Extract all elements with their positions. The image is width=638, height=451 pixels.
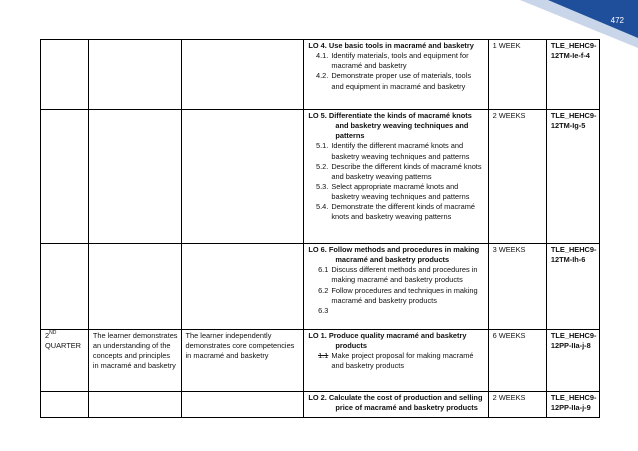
- sub-item-number: 6.2: [318, 285, 329, 295]
- lo-sub-item: [308, 286, 484, 306]
- lo-sub-item: [308, 202, 484, 222]
- curriculum-table: [40, 39, 600, 418]
- lo-sub-item: [308, 71, 484, 91]
- quarter-cell: [41, 392, 89, 418]
- lo-title-main: LO 6. Follow methods and procedures in making: [308, 245, 480, 254]
- lo-title-main: LO 1. Produce quality macramé and basketry: [308, 331, 467, 340]
- sub-item-number: 5.1.: [316, 141, 329, 151]
- quarter-cell: [41, 110, 89, 244]
- sub-item-number: 6.3: [318, 305, 329, 315]
- lo-title-main: LO 5. Differentiate the kinds of macramé knots: [308, 111, 472, 120]
- banner-dark-stripe: [548, 0, 638, 38]
- lo-sub-item: [308, 265, 484, 285]
- lo-sub-item: [308, 141, 484, 161]
- quarter-cell: [41, 330, 89, 392]
- learning-outcome-cell: [304, 244, 488, 330]
- sub-item-text: Identify the different macramé knots and basketry weaving techniques and patterns: [331, 141, 470, 161]
- lo-sub-item: [308, 182, 484, 202]
- table-row: [41, 40, 600, 110]
- lo-sub-item: [308, 162, 484, 182]
- content-standard-cell: [88, 244, 181, 330]
- table-row: [41, 244, 600, 330]
- performance-standard-cell: [181, 110, 304, 244]
- quarter-cell: [41, 40, 89, 110]
- sub-item-number: 4.1.: [316, 51, 329, 61]
- sub-item-text: Select appropriate macramé knots and basketry weaving techniques and patterns: [331, 181, 470, 202]
- lo-title: LO 4. Use basic tools in macramé and basketry: [308, 41, 474, 50]
- content-standard-cell: [88, 110, 181, 244]
- performance-standard-cell: [181, 392, 304, 418]
- table-row: [41, 110, 600, 244]
- sub-item-text: Identify materials, tools and equipment for macramé and basketry: [331, 51, 469, 71]
- sub-item-number: 6.1: [318, 265, 329, 275]
- quarter-number: 2: [45, 331, 50, 340]
- lo-title-rest: price of macramé and basketry products: [335, 403, 478, 413]
- sub-item-text: Demonstrate the different kinds of macramé knots and basketry weaving patterns: [331, 202, 475, 222]
- lo-title: [308, 111, 484, 141]
- sub-item-text: Discuss different methods and procedures in making macramé and basketry products: [331, 265, 478, 285]
- lo-title-rest: macramé and basketry products: [335, 255, 450, 265]
- learning-outcome-cell: [304, 330, 488, 392]
- content-standard-cell: [88, 392, 181, 418]
- learning-outcome-cell: [304, 392, 488, 418]
- lo-sub-item: [308, 51, 484, 71]
- lo-title: [308, 245, 484, 265]
- content-standard-cell: The learner demonstrates an understanding of the concepts and principles in macramé and basketry: [88, 330, 181, 392]
- sub-item-text: Make project proposal for making macramé and basketry products: [331, 351, 474, 371]
- sub-item-number: 5.2.: [316, 161, 329, 171]
- lo-title: [308, 393, 484, 413]
- code-cell: TLE_HEHC9-12TM-Ih-6: [546, 244, 599, 330]
- lo-title-rest: and basketry weaving techniques and patterns: [335, 121, 469, 141]
- table-row: [41, 392, 600, 418]
- table-row: [41, 330, 600, 392]
- duration-cell: 2 WEEKS: [488, 110, 546, 244]
- sub-item-text: [331, 306, 484, 316]
- sub-item-text: Follow procedures and techniques in making macramé and basketry products: [331, 285, 478, 305]
- quarter-cell: [41, 244, 89, 330]
- learning-outcome-cell: [304, 110, 488, 244]
- learning-outcome-cell: [304, 40, 488, 110]
- page-number: 472: [610, 16, 624, 25]
- quarter-label: QUARTER: [45, 341, 82, 351]
- duration-cell: 6 WEEKS: [488, 330, 546, 392]
- duration-cell: 3 WEEKS: [488, 244, 546, 330]
- sub-item-number: 5.4.: [316, 202, 329, 212]
- sub-item-text: Describe the different kinds of macramé knots and basketry weaving patterns: [331, 161, 482, 181]
- code-cell: TLE_HEHC9-12PP-IIa-j-9: [546, 392, 599, 418]
- lo-sub-item: [308, 306, 484, 316]
- lo-title-main: LO 2. Calculate the cost of production and selling: [308, 393, 483, 402]
- duration-cell: 1 WEEK: [488, 40, 546, 110]
- code-cell: TLE_HEHC9-12PP-IIa-j-8: [546, 330, 599, 392]
- sub-item-number: 4.2.: [316, 71, 329, 81]
- code-cell: TLE_HEHC9-12TM-Ig-5: [546, 110, 599, 244]
- lo-sub-item: [308, 351, 484, 371]
- sub-item-number: 5.3.: [316, 181, 329, 191]
- quarter-ordinal: ND: [49, 330, 57, 336]
- sub-item-number: 1.1: [318, 351, 329, 361]
- lo-title: [308, 331, 484, 351]
- duration-cell: 2 WEEKS: [488, 392, 546, 418]
- content-standard-cell: [88, 40, 181, 110]
- performance-standard-cell: The learner independently demonstrates core competencies in macramé and basketry: [181, 330, 304, 392]
- performance-standard-cell: [181, 40, 304, 110]
- lo-title-rest: products: [335, 341, 367, 351]
- code-cell: TLE_HEHC9-12TM-Ie-f-4: [546, 40, 599, 110]
- performance-standard-cell: [181, 244, 304, 330]
- sub-item-text: Demonstrate proper use of materials, tools and equipment in macramé and basketry: [331, 71, 472, 91]
